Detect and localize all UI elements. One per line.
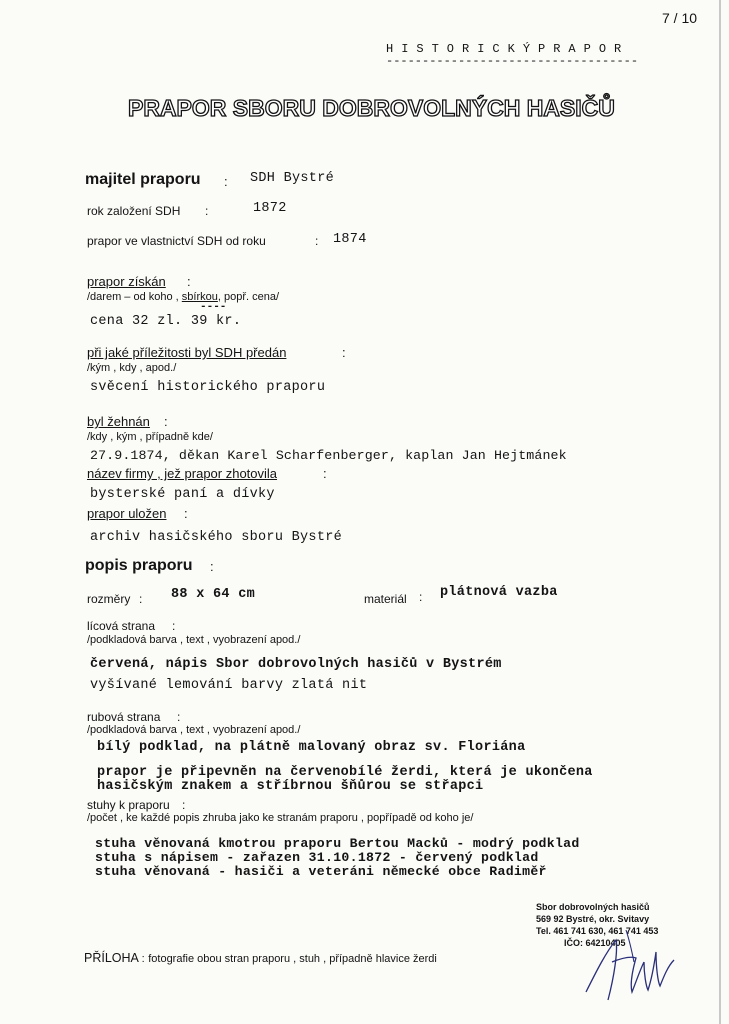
maker-label: název firmy , jež prapor zhotovila xyxy=(87,466,278,481)
material-label: materiál xyxy=(364,592,407,606)
blessed-hint: /kdy , kým , případně kde/ xyxy=(87,431,213,443)
stamp-line-4: IČO: 64210405 xyxy=(564,938,626,948)
maker-value: bysterské paní a dívky xyxy=(90,487,275,502)
size-value: 88 x 64 cm xyxy=(171,587,256,602)
blessed-value: 27.9.1874, děkan Karel Scharfenberger, kaplan Jan Hejtmánek xyxy=(90,448,567,463)
blessed-label: byl žehnán xyxy=(87,414,150,429)
back-line-2: prapor je připevněn na červenobílé žerdi, která je ukončena xyxy=(97,765,593,780)
stamp-line-2: 569 92 Bystré, okr. Svitavy xyxy=(536,914,650,924)
stamp-line-1: Sbor dobrovolných hasičů xyxy=(536,902,650,912)
page-number: 7 / 10 xyxy=(662,10,698,26)
attachment-label: PŘÍLOHA xyxy=(84,951,139,965)
back-colon: : xyxy=(177,710,181,724)
front-line-2: vyšívané lemování barvy zlatá nit xyxy=(90,678,368,693)
header-top-right: H I S T O R I C K Ý P R A P O R xyxy=(386,42,622,56)
acquired-mark: ---- xyxy=(200,301,227,313)
material-value: plátnová vazba xyxy=(440,585,558,600)
ribbons-label: stuhy k praporu xyxy=(87,798,170,812)
acquired-hint xyxy=(87,291,279,303)
maker-colon: : xyxy=(323,466,327,481)
ownership-colon: : xyxy=(315,234,319,248)
back-line-1: bílý podklad, na plátně malovaný obraz sv. Floriána xyxy=(97,740,526,755)
size-colon: : xyxy=(139,592,143,606)
acquired-hint-prefix: /darem – od koho , xyxy=(87,291,179,303)
front-hint: /podkladová barva , text , vyobrazení apod./ xyxy=(87,634,301,646)
description-heading: popis praporu xyxy=(85,557,193,574)
owner-colon: : xyxy=(224,174,228,189)
front-line-1: červená, nápis Sbor dobrovolných hasičů v Bystrém xyxy=(90,657,502,672)
stored-colon: : xyxy=(184,506,188,521)
owner-label: majitel praporu xyxy=(85,171,201,188)
founded-colon: : xyxy=(205,204,209,218)
front-label: lícová strana xyxy=(87,619,156,633)
acquired-hint-marked: sbírkou xyxy=(181,291,218,303)
occasion-hint: /kým , kdy , apod./ xyxy=(87,362,177,374)
occasion-value: svěcení historického praporu xyxy=(90,380,326,395)
header-rule: ----------------------------------- xyxy=(386,54,639,68)
scan-edge-line xyxy=(719,0,721,1024)
material-colon: : xyxy=(419,590,423,604)
attachment xyxy=(84,951,437,965)
document-title: PRAPOR SBORU DOBROVOLNÝCH HASIČŮ xyxy=(128,95,615,121)
blessed-colon: : xyxy=(164,414,168,429)
ribbons-colon: : xyxy=(182,798,186,812)
attachment-colon: : xyxy=(141,953,145,965)
ribbons-hint: /počet , ke každé popis zhruba jako ke stranám praporu , popřípadě od koho je/ xyxy=(87,812,474,824)
founded-value: 1872 xyxy=(253,201,287,216)
occasion-label: při jaké příležitosti byl SDH předán xyxy=(87,345,287,360)
back-hint: /podkladová barva , text , vyobrazení apod./ xyxy=(87,724,301,736)
size-label: rozměry xyxy=(87,592,131,606)
occasion-colon: : xyxy=(342,345,346,360)
front-colon: : xyxy=(172,619,176,633)
stored-value: archiv hasičského sboru Bystré xyxy=(90,530,343,545)
acquired-colon: : xyxy=(187,274,191,289)
owner-value: SDH Bystré xyxy=(250,171,335,186)
signature xyxy=(578,922,688,1004)
ribbon-line-2: stuha s nápisem - zařazen 31.10.1872 - červený podklad xyxy=(95,850,539,865)
stamp-line-3: Tel. 461 741 630, 461 741 453 xyxy=(536,926,659,936)
attachment-text: fotografie obou stran praporu , stuh , případně hlavice žerdi xyxy=(148,953,437,965)
acquired-hint-suffix: , popř. cena/ xyxy=(217,291,280,303)
ribbon-line-3: stuha věnovaná - hasiči a veteráni německé obce Radiměř xyxy=(95,864,547,879)
back-label: rubová strana xyxy=(87,710,161,724)
founded-label: rok založení SDH xyxy=(87,204,181,218)
ownership-label: prapor ve vlastnictví SDH od roku xyxy=(87,234,266,248)
acquired-value: cena 32 zl. 39 kr. xyxy=(90,314,242,329)
back-line-3: hasičským znakem a stříbrnou šňůrou se střapci xyxy=(97,779,484,794)
ribbon-line-1: stuha věnovaná kmotrou praporu Bertou Macků - modrý podklad xyxy=(95,836,580,851)
stored-label: prapor uložen xyxy=(87,506,167,521)
ownership-value: 1874 xyxy=(333,232,367,247)
acquired-label: prapor získán xyxy=(87,274,166,289)
description-colon: : xyxy=(210,559,214,574)
